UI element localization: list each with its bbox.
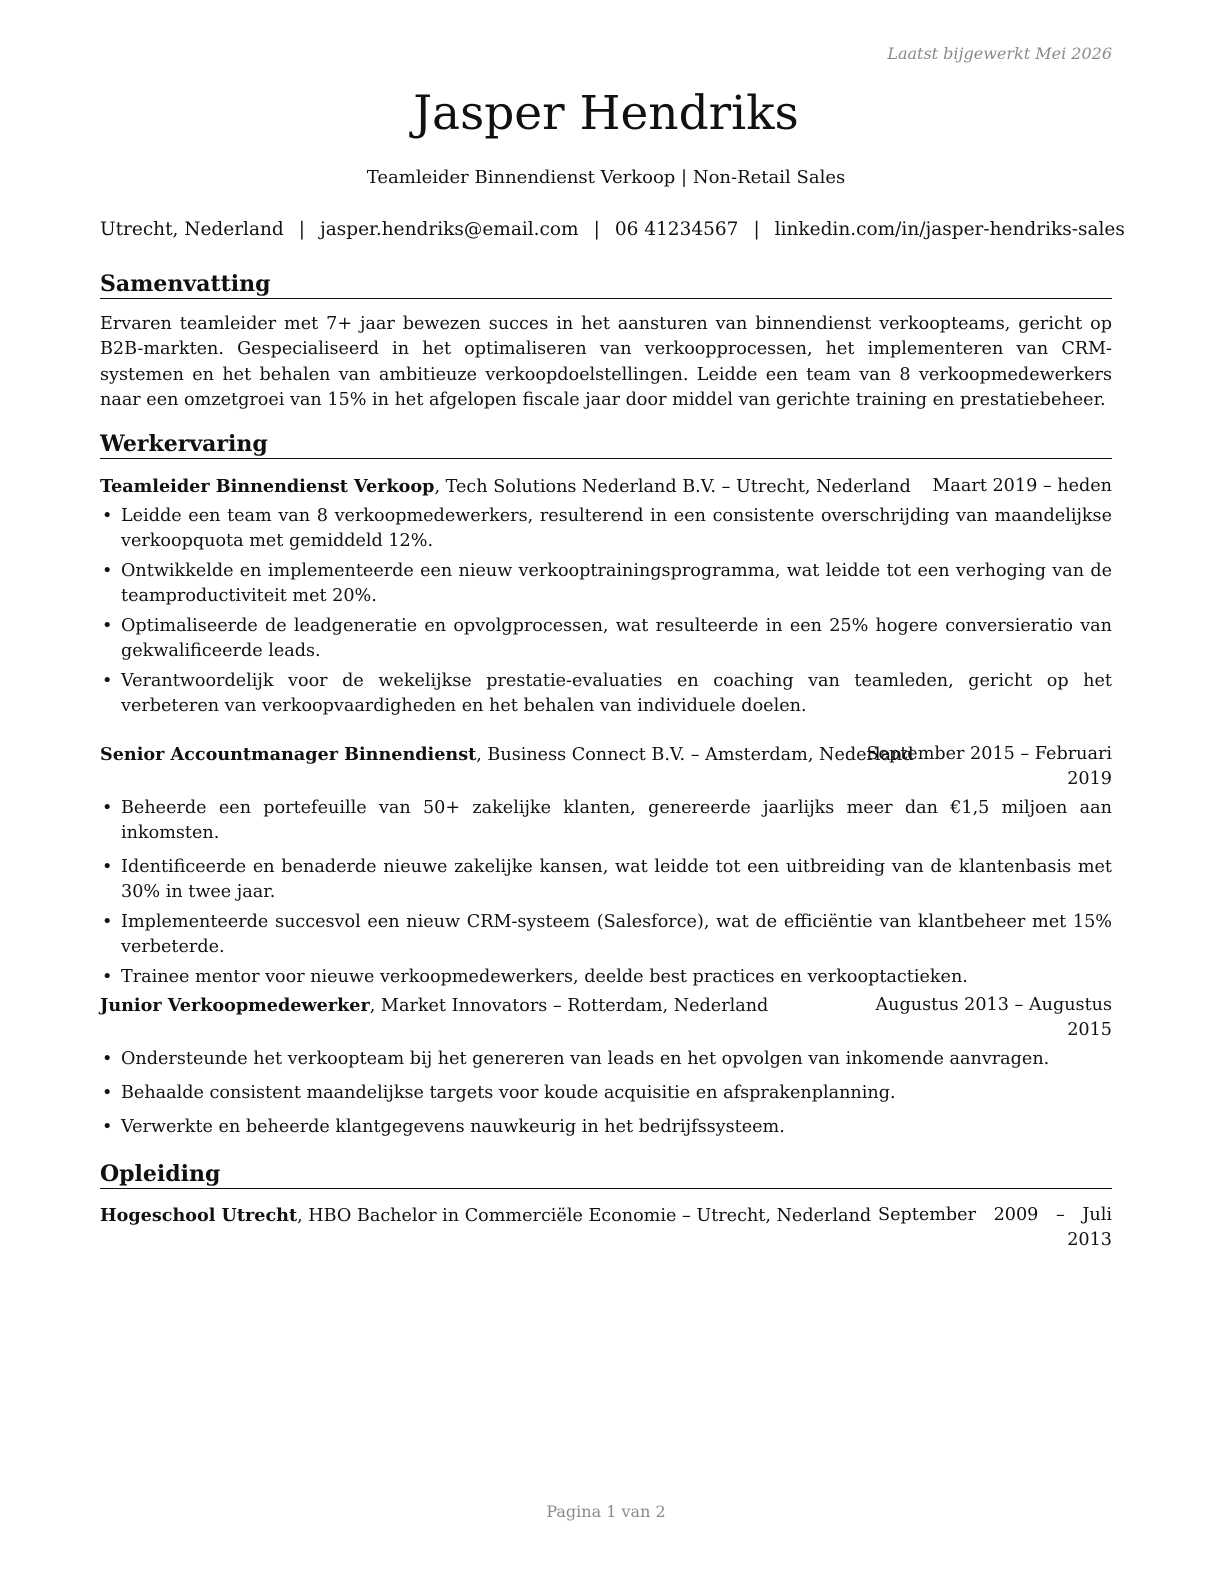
bullet-item bbox=[100, 504, 1112, 554]
page-number: Pagina 1 van 2 bbox=[546, 1502, 666, 1521]
bullet-dot-icon: • bbox=[102, 616, 113, 636]
job-title-line bbox=[100, 993, 768, 1019]
job-company: , Tech Solutions Nederland B.V. – Utrecht, Nederland bbox=[434, 477, 911, 497]
candidate-headline: Teamleider Binnendienst Verkoop | Non-Retail Sales bbox=[366, 167, 846, 188]
bullet-item bbox=[100, 855, 1112, 905]
contact-location: Utrecht, Nederland bbox=[100, 219, 284, 240]
contact-separator: | bbox=[298, 219, 305, 240]
job-date-line: 2019 bbox=[1067, 769, 1112, 789]
contact-separator: | bbox=[753, 219, 760, 240]
job-company: , Market Innovators – Rotterdam, Nederland bbox=[369, 996, 769, 1016]
contact-phone: 06 41234567 bbox=[614, 219, 739, 240]
bullet-item bbox=[100, 796, 1112, 846]
job-role: Teamleider Binnendienst Verkoop bbox=[100, 476, 435, 497]
bullet-item bbox=[100, 1047, 1112, 1072]
bullet-item bbox=[100, 1081, 1112, 1106]
education-date-line: September 2009 – Juli bbox=[878, 1205, 1112, 1225]
job-entry bbox=[100, 474, 1112, 719]
experience-heading: Werkervaring bbox=[100, 430, 1112, 459]
bullet-dot-icon: • bbox=[102, 671, 113, 691]
education-detail: , HBO Bachelor in Commerciële Economie – Utrecht, Nederland bbox=[297, 1206, 872, 1226]
job-date-line: 2015 bbox=[1067, 1020, 1112, 1040]
bullet-item bbox=[100, 614, 1112, 664]
job-company: , Business Connect B.V. – Amsterdam, Nederland bbox=[476, 745, 914, 765]
job-entry bbox=[100, 993, 1112, 1140]
bullet-dot-icon: • bbox=[102, 967, 113, 987]
bullet-item bbox=[100, 965, 1112, 990]
job-header bbox=[100, 742, 1112, 792]
education-section bbox=[100, 1160, 1112, 1189]
bullet-text: Optimaliseerde de leadgeneratie en opvolgprocessen, wat resulteerde in een 25% hogere conversieratio van gekwalificeerde leads. bbox=[121, 616, 1112, 661]
job-date bbox=[875, 993, 1112, 1043]
job-role: Senior Accountmanager Binnendienst bbox=[100, 744, 477, 765]
job-date-line: Maart 2019 – heden bbox=[932, 476, 1112, 496]
summary-heading: Samenvatting bbox=[100, 270, 1112, 299]
candidate-name: Jasper Hendriks bbox=[413, 86, 799, 141]
job-header bbox=[100, 993, 1112, 1043]
bullet-text: Verwerkte en beheerde klantgegevens nauwkeurig in het bedrijfssysteem. bbox=[121, 1117, 785, 1137]
education-heading: Opleiding bbox=[100, 1160, 1112, 1189]
contact-linkedin[interactable]: linkedin.com/in/jasper-hendriks-sales bbox=[774, 219, 1125, 240]
bullet-dot-icon: • bbox=[102, 857, 113, 877]
bullet-dot-icon: • bbox=[102, 1049, 113, 1069]
bullet-dot-icon: • bbox=[102, 506, 113, 526]
bullet-item bbox=[100, 669, 1112, 719]
job-date bbox=[866, 742, 1112, 792]
bullet-text: Behaalde consistent maandelijkse targets voor koude acquisitie en afsprakenplanning. bbox=[121, 1083, 896, 1103]
job-bullets bbox=[100, 504, 1112, 719]
job-date bbox=[932, 474, 1112, 499]
education-title-line bbox=[100, 1203, 871, 1229]
bullet-text: Ontwikkelde en implementeerde een nieuw verkooptrainingsprogramma, wat leidde tot een verhoging van de teamproductiviteit met 20%. bbox=[121, 561, 1112, 606]
job-date-line: September 2015 – Februari bbox=[866, 744, 1112, 764]
education-header bbox=[100, 1203, 1112, 1253]
bullet-text: Trainee mentor voor nieuwe verkoopmedewerkers, deelde best practices en verkooptactieken. bbox=[121, 967, 968, 987]
education-entry bbox=[100, 1203, 1112, 1253]
summary-text: Ervaren teamleider met 7+ jaar bewezen succes in het aansturen van binnendienst verkoopteams, gericht op B2B-markten. Gespecialiseerd in het optimaliseren van verkoopprocessen, het implementeren van CRM-systemen en het behalen van ambitieuze verkoopdoelstellingen. Leidde een team van 8 verkoopmedewerkers naar een omzetgroei van 15% in het afgelopen fiscale jaar door middel van gerichte training en prestatiebeheer. bbox=[100, 314, 1112, 410]
education-school: Hogeschool Utrecht bbox=[100, 1205, 298, 1226]
summary-section bbox=[100, 270, 1112, 413]
bullet-dot-icon: • bbox=[102, 1083, 113, 1103]
education-date-line: 2013 bbox=[1067, 1230, 1112, 1250]
bullet-item bbox=[100, 559, 1112, 609]
bullet-dot-icon: • bbox=[102, 1117, 113, 1137]
job-role: Junior Verkoopmedewerker bbox=[100, 995, 370, 1016]
contact-line bbox=[100, 219, 1125, 240]
bullet-dot-icon: • bbox=[102, 561, 113, 581]
bullet-item bbox=[100, 1115, 1112, 1140]
contact-separator: | bbox=[593, 219, 600, 240]
job-entry bbox=[100, 742, 1112, 990]
bullet-dot-icon: • bbox=[102, 912, 113, 932]
job-bullets bbox=[100, 1047, 1112, 1140]
job-title-line bbox=[100, 742, 914, 768]
bullet-text: Verantwoordelijk voor de wekelijkse prestatie-evaluaties en coaching van teamleden, gericht op het verbeteren van verkoopvaardigheden en het behalen van individuele doelen. bbox=[121, 671, 1112, 716]
bullet-text: Ondersteunde het verkoopteam bij het genereren van leads en het opvolgen van inkomende aanvragen. bbox=[121, 1049, 1050, 1069]
experience-section bbox=[100, 430, 1112, 459]
last-updated: Laatst bijgewerkt Mei 2026 bbox=[887, 44, 1112, 63]
job-title-line bbox=[100, 474, 911, 500]
bullet-text: Leidde een team van 8 verkoopmedewerkers, resulterend in een consistente overschrijding van maandelijkse verkoopquota met gemiddeld 12%. bbox=[121, 506, 1112, 551]
bullet-text: Implementeerde succesvol een nieuw CRM-systeem (Salesforce), wat de efficiëntie van klantbeheer met 15% verbeterde. bbox=[121, 912, 1112, 957]
bullet-text: Beheerde een portefeuille van 50+ zakelijke klanten, genereerde jaarlijks meer dan €1,5 miljoen aan inkomsten. bbox=[121, 798, 1112, 843]
education-date bbox=[878, 1203, 1112, 1253]
job-header bbox=[100, 474, 1112, 499]
job-date-line: Augustus 2013 – Augustus bbox=[875, 995, 1112, 1015]
bullet-text: Identificeerde en benaderde nieuwe zakelijke kansen, wat leidde tot een uitbreiding van de klantenbasis met 30% in twee jaar. bbox=[121, 857, 1112, 902]
bullet-dot-icon: • bbox=[102, 798, 113, 818]
contact-email[interactable]: jasper.hendriks@email.com bbox=[320, 219, 579, 240]
job-bullets bbox=[100, 796, 1112, 990]
bullet-item bbox=[100, 910, 1112, 960]
resume-page bbox=[100, 0, 1125, 1584]
